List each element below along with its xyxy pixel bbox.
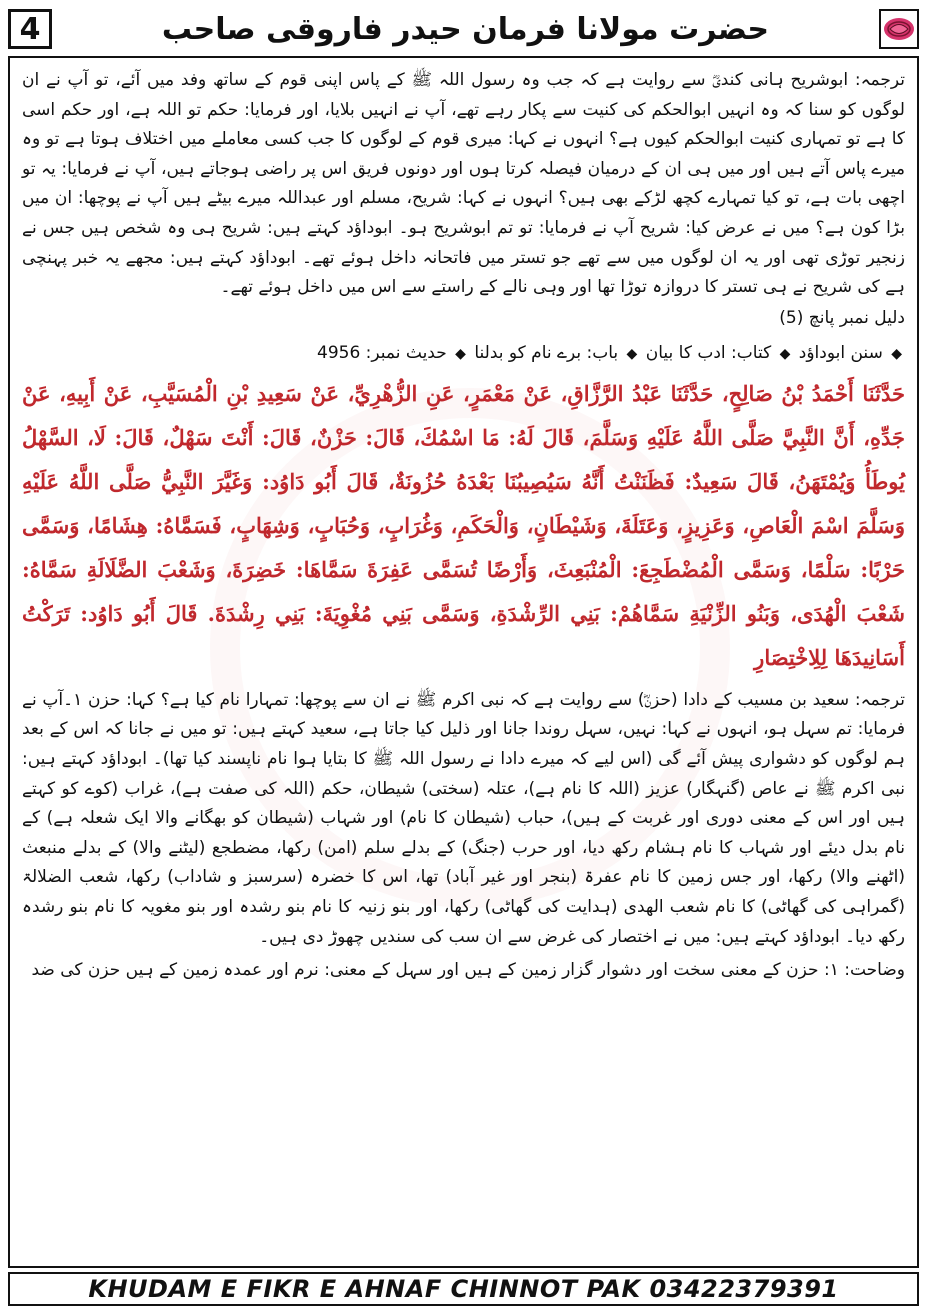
translation-paragraph-2: ترجمہ: سعید بن مسیب کے دادا (حزنؓ) سے روایت ہے کہ نبی اکرم ﷺ نے ان سے پوچھا: تمہارا نام کیا ہے؟ کہا: حزن ۱۔آپ نے فرمایا: تم سہل ہو، انہوں نے کہا: نہیں، سہل روندا جانا اور ذلیل کیا جاتا ہے، سعید کہتے ہیں: تو میں نے جانا کہ اس کے بعد ہم لوگوں کو دشواری پیش آئے گی (اس لیے کہ میرے دادا نے رسول اللہ ﷺ کا بتایا ہوا نام ناپسند کیا تھا)۔ ابوداؤد کہتے ہیں: نبی اکرم ﷺ نے عاص (گنہگار) عزیز (اللہ کا نام ہے)، عتلہ (سختی) شیطان، حکم (اللہ کی صفت ہے)، غراب (کوے کو کہتے ہیں اور اس کے معنی دوری اور غربت کے ہیں)، حباب (شیطان کا نام) اور شہاب (شیطان کو بھگانے والا ایک شعلہ ہے) کے نام بدل دیئے اور شہاب کا نام ہشام رکھ دیا، اور حرب (جنگ) کے بدلے سلم (امن) رکھا، مضطجع (لیٹنے والا) کے بدلے منبعث (اٹھنے والا) رکھا، اور جس زمین کا نام عفرۃ (بنجر اور غیر آباد) تھا، اس کا خضرہ (سرسبز و شاداب) رکھا، شعب الضلالۃ (گمراہی کی گھاٹی) کا نام شعب الھدی (ہدایت کی گھاٹی) رکھا، اور بنو زنیہ کا نام بنو رشدہ اور بنو مغویہ کا نام بنو رشدہ رکھ دیا۔ ابوداؤد کہتے ہیں: میں نے اختصار کی غرض سے ان سب کی سندیں چھوڑ دی ہیں۔ xyxy=(22,689,905,947)
page-footer xyxy=(8,1272,919,1306)
emblem-icon xyxy=(879,9,919,49)
content-frame xyxy=(8,56,919,1268)
explanation-paragraph: وضاحت: ۱: حزن کے معنی سخت اور دشوار گزار زمین کے ہیں اور سہل کے معنی: نرم اور عمدہ زمین کے ہیں حزن کی ضد xyxy=(31,960,905,981)
reference-separator: ◆ xyxy=(779,345,791,362)
reference-book: سنن ابوداؤد xyxy=(798,342,883,363)
reference-kitab: کتاب: ادب کا بیان xyxy=(645,342,772,363)
arabic-hadith-text: حَدَّثَنَا أَحْمَدُ بْنُ صَالِحٍ، حَدَّثَنَا عَبْدُ الرَّزَّاقِ، عَنْ مَعْمَرٍ، عَنِ الزُّهْرِيِّ، عَنْ سَعِيدِ بْنِ الْمُسَيَّبِ، عَنْ أَبِيهِ، عَنْ جَدِّهِ، أَنَّ النَّبِيَّ صَلَّى اللَّهُ عَلَيْهِ وَسَلَّمَ، قَالَ لَهُ: مَا اسْمُكَ، قَالَ: حَزْنٌ، قَالَ: أَنْتَ سَهْلٌ، قَالَ: لَا، السَّهْلُ يُوطَأُ وَيُمْتَهَنُ، قَالَ سَعِيدٌ: فَظَنَنْتُ أَنَّهُ سَيُصِيبُنَا بَعْدَهُ حُزُونَةٌ، قَالَ أَبُو دَاوُد: وَغَيَّرَ النَّبِيُّ صَلَّى اللَّهُ عَلَيْهِ وَسَلَّمَ اسْمَ الْعَاصِ، وَعَزِيزٍ، وَعَتَلَةَ، وَشَيْطَانٍ، وَالْحَكَمِ، وَغُرَابٍ، وَحُبَابٍ، وَشِهَابٍ، فَسَمَّاهُ: هِشَامًا، وَسَمَّى حَرْبًا: سَلْمًا، وَسَمَّى الْمُضْطَجِعَ: الْمُنْبَعِثَ، وَأَرْضًا تُسَمَّى عَفِرَةَ سَمَّاهَا: خَضِرَةَ، وَشَعْبَ الضَّلَالَةِ سَمَّاهُ: شَعْبَ الْهُدَى، وَبَنُو الزِّنْيَةِ سَمَّاهُمْ: بَنِي الرِّشْدَةِ، وَسَمَّى بَنِي مُغْوِيَةَ: بَنِي رِشْدَةَ. قَالَ أَبُو دَاوُد: تَرَكْتُ أَسَانِيدَهَا لِلِاخْتِصَارِ xyxy=(22,380,905,670)
evidence-heading: دلیل نمبر پانچ (5) xyxy=(779,307,905,328)
reference-separator: ◆ xyxy=(891,345,902,362)
translation-paragraph-1: ترجمہ: ابوشریح ہانی کندیؓ سے روایت ہے کہ جب وہ رسول اللہ ﷺ کے پاس اپنی قوم کے ساتھ وفد میں آئے، تو آپ نے ان لوگوں کو سنا کہ وہ انہیں ابوالحکم کی کنیت سے پکار رہے تھے، آپ نے انہیں بلایا، اور فرمایا: حکم تو اللہ ہے، اور حکم اسی کا ہے تو تمہاری کنیت ابوالحکم کیوں ہے؟ انہوں نے کہا: میری قوم کے لوگوں کا جب کسی معاملے میں اختلاف ہوتا ہے تو وہ میرے پاس آتے ہیں اور میں ہی ان کے درمیان فیصلہ کرتا ہوں اور دونوں فریق اس پر راضی ہوجاتے ہیں، آپ نے فرمایا: یہ تو اچھی بات ہے، تو کیا تمہارے کچھ لڑکے بھی ہیں؟ انہوں نے کہا: شریح، مسلم اور عبداللہ میرے بیٹے ہیں آپ نے پوچھا: ان میں بڑا کون ہے؟ میں نے عرض کیا: شریح آپ نے فرمایا: تو تم ابوشریح ہو۔ ابوداؤد کہتے ہیں: شریح ہی وہ شخص ہیں جس نے زنجیر توڑی تھی اور یہ ان لوگوں میں سے تھے جو تستر میں فاتحانہ داخل ہوئے تھے۔ ابوداؤد کہتے ہیں: مجھے یہ خبر پہنچی ہے کی شریح نے ہی تستر کا دروازہ توڑا تھا اور وہی نالے کے راستے سے اس میں داخل ہوئے تھے۔ xyxy=(22,70,905,298)
hadith-reference xyxy=(22,339,905,368)
emblem-icon-graphic xyxy=(882,12,916,46)
footer-text: KHUDAM E FIKR E AHNAF CHINNOT PAK 03422379391 xyxy=(88,1275,839,1303)
reference-hadith-number: حدیث نمبر: 4956 xyxy=(317,342,447,363)
reference-separator: ◆ xyxy=(626,345,638,362)
page-header xyxy=(8,6,919,52)
page-title: حضرت مولانا فرمان حیدر فاروقی صاحب xyxy=(161,11,770,47)
reference-separator: ◆ xyxy=(455,345,466,362)
page-number: 4 xyxy=(8,9,52,49)
reference-bab: باب: برے نام کو بدلنا xyxy=(474,342,619,363)
content xyxy=(22,66,905,1260)
